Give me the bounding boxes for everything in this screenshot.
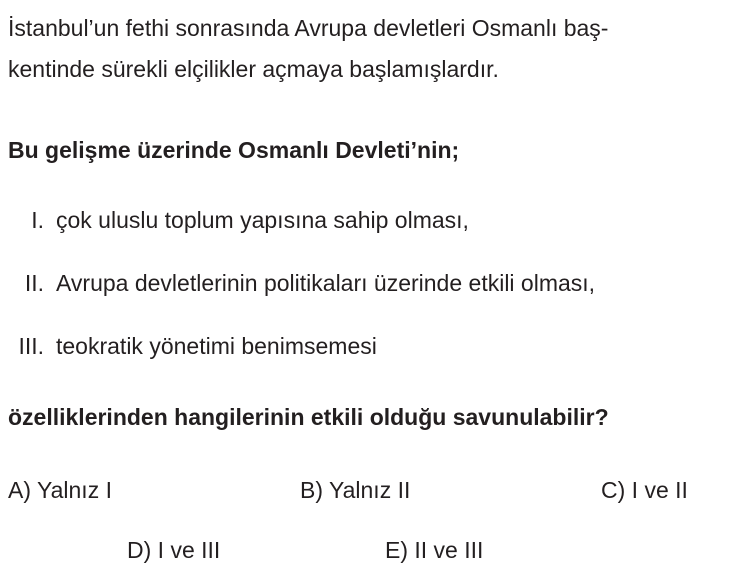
choice-c[interactable]: C) I ve II — [601, 477, 688, 503]
statement-number: II. — [24, 270, 44, 296]
statement-item-3 — [0, 331, 732, 361]
statement-text: Avrupa devletlerinin politikaları üzerinde etkili olması, — [56, 270, 596, 296]
statement-number: III. — [18, 333, 44, 359]
statement-text: teokratik yönetimi benimsemesi — [56, 333, 377, 359]
question-stem-line-1: İstanbul’un fethi sonrasında Avrupa devletleri Osmanlı baş- — [8, 15, 609, 41]
choice-b[interactable]: B) Yalnız II — [300, 477, 411, 503]
choice-e[interactable]: E) II ve III — [385, 537, 484, 563]
statement-number: I. — [31, 207, 44, 233]
question-stem-line-2: kentinde sürekli elçilikler açmaya başlamışlardır. — [8, 56, 499, 82]
statement-item-1 — [0, 205, 732, 235]
choice-d[interactable]: D) I ve III — [127, 537, 221, 563]
question-ask: özelliklerinden hangilerinin etkili olduğu savunulabilir? — [8, 404, 609, 430]
question-prompt: Bu gelişme üzerinde Osmanlı Devleti’nin; — [8, 137, 460, 163]
statement-item-2 — [0, 268, 732, 298]
choice-a[interactable]: A) Yalnız I — [8, 477, 112, 503]
statement-text: çok uluslu toplum yapısına sahip olması, — [56, 207, 469, 233]
